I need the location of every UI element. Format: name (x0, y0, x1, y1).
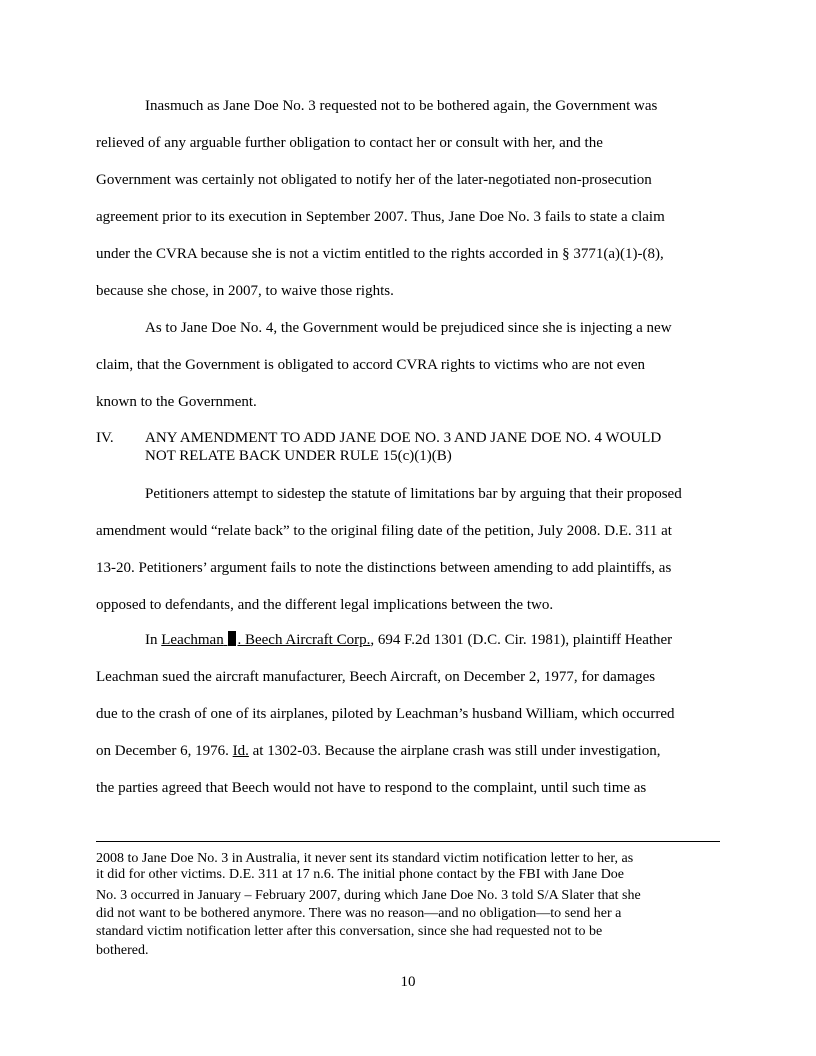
body-line: Government was certainly not obligated to notify her of the later-negotiated non-prosecution (96, 172, 652, 188)
text-run: on December 6, 1976. (96, 743, 233, 759)
footnote-line: standard victim notification letter after this conversation, since she had requested not to be (96, 924, 603, 939)
text-run: at 1302-03. Because the airplane crash was still under investigation, (248, 743, 661, 759)
body-line: relieved of any arguable further obligation to contact her or consult with her, and the (96, 135, 603, 151)
body-line: due to the crash of one of its airplanes, piloted by Leachman’s husband William, which occurred (96, 706, 675, 722)
body-line: Petitioners attempt to sidestep the statute of limitations bar by arguing that their proposed (145, 486, 682, 502)
body-line: the parties agreed that Beech would not have to respond to the complaint, until such time as (96, 780, 647, 796)
body-line: amendment would “relate back” to the original filing date of the petition, July 2008. D.E. 311 at (96, 523, 672, 539)
body-line (96, 742, 660, 760)
text-run: , 694 F.2d 1301 (D.C. Cir. 1981), plaintiff Heather (370, 632, 673, 648)
body-line: opposed to defendants, and the different legal implications between the two. (96, 597, 554, 613)
footnote-line: bothered. (96, 943, 149, 958)
redaction-block (228, 631, 236, 646)
body-line: Inasmuch as Jane Doe No. 3 requested not to be bothered again, the Government was (145, 98, 658, 114)
body-line: because she chose, in 2007, to waive those rights. (96, 283, 394, 299)
body-line: known to the Government. (96, 394, 257, 410)
body-line: agreement prior to its execution in September 2007. Thus, Jane Doe No. 3 fails to state a claim (96, 209, 665, 225)
footnote-line: No. 3 occurred in January – February 2007, during which Jane Doe No. 3 told S/A Slater that she (96, 888, 641, 903)
body-line (145, 631, 672, 649)
section-number: IV. (96, 430, 114, 446)
footnote-separator (96, 841, 720, 842)
case-citation (161, 632, 370, 648)
section-heading-line: NOT RELATE BACK UNDER RULE 15(c)(1)(B) (145, 448, 452, 464)
body-line: As to Jane Doe No. 4, the Government would be prejudiced since she is injecting a new (145, 320, 672, 336)
body-line: under the CVRA because she is not a victim entitled to the rights accorded in § 3771(a)(1)-(8), (96, 246, 664, 262)
footnote-line: did not want to be bothered anymore. There was no reason—and no obligation—to send her a (96, 906, 622, 921)
section-heading-line: ANY AMENDMENT TO ADD JANE DOE NO. 3 AND JANE DOE NO. 4 WOULD (145, 430, 662, 446)
body-line: claim, that the Government is obligated to accord CVRA rights to victims who are not even (96, 357, 646, 373)
id-citation: Id. (232, 743, 249, 759)
page-number: 10 (400, 974, 416, 990)
footnote-line: it did for other victims. D.E. 311 at 17 n.6. The initial phone contact by the FBI with Jane Doe (96, 867, 625, 882)
text-run: In (145, 632, 162, 648)
body-line: Leachman sued the aircraft manufacturer, Beech Aircraft, on December 2, 1977, for damages (96, 669, 656, 685)
body-line: 13-20. Petitioners’ argument fails to note the distinctions between amending to add plaintiffs, as (96, 560, 672, 576)
footnote-line: 2008 to Jane Doe No. 3 in Australia, it never sent its standard victim notification letter to her, as (96, 851, 634, 866)
case-name-part: . Beech Aircraft Corp. (237, 632, 371, 648)
case-name-part: Leachman (161, 632, 224, 648)
